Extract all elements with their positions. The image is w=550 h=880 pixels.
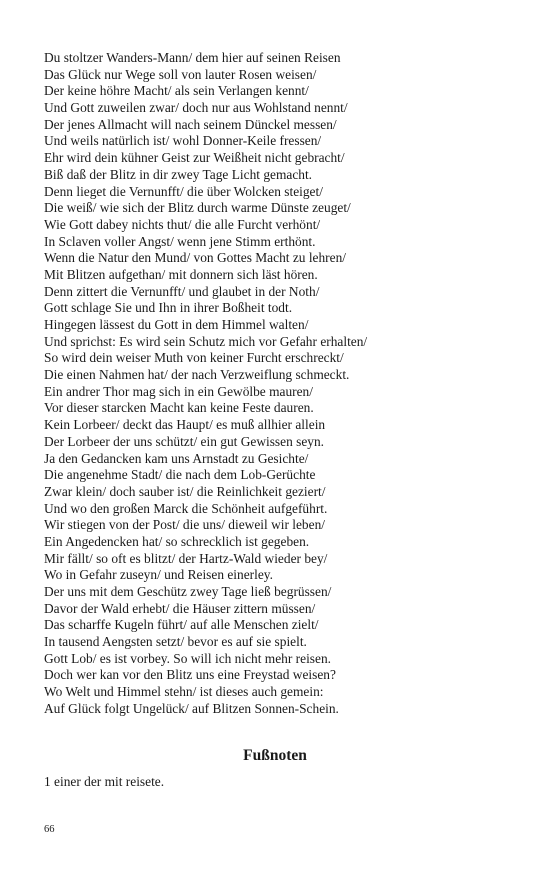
poem-line: Ja den Gedancken kam uns Arnstadt zu Gesichte/ (44, 450, 309, 466)
poem-line: Das Glück nur Wege soll von lauter Rosen weisen/ (44, 66, 317, 82)
poem-line: Ein Angedencken hat/ so schrecklich ist gegeben. (44, 533, 310, 549)
poem-line: Wir stiegen von der Post/ die uns/ dieweil wir leben/ (44, 517, 325, 533)
poem-line: Ein andrer Thor mag sich in ein Gewölbe mauren/ (44, 383, 313, 399)
poem-line: Hingegen lässest du Gott in dem Himmel walten/ (44, 317, 309, 332)
footnotes-heading: Fußnoten (243, 747, 307, 764)
poem-line: Die einen Nahmen hat/ der nach Verzweiflung schmeckt. (44, 367, 350, 383)
poem-line: Gott schlage Sie und Ihn in ihrer Boßheit todt. (44, 300, 293, 316)
poem-line: Wie Gott dabey nichts thut/ die alle Furcht verhönt/ (44, 216, 321, 232)
poem-line: Mit Blitzen aufgethan/ mit donnern sich läst hören. (44, 266, 318, 282)
poem-line: Denn zittert die Vernunfft/ und glaubet in der Noth/ (44, 283, 320, 299)
poem-line: Der jenes Allmacht will nach seinem Dünckel messen/ (44, 116, 337, 132)
poem-line: Wenn die Natur den Mund/ von Gottes Macht zu lehren/ (44, 250, 346, 266)
poem-line: In Sclaven voller Angst/ wenn jene Stimm erthönt. (44, 233, 316, 249)
poem-line: Vor dieser starcken Macht kan keine Feste dauren. (44, 400, 314, 416)
poem-line: Mir fällt/ so oft es blitzt/ der Hartz-Wald wieder bey/ (44, 550, 328, 566)
poem-line: Zwar klein/ doch sauber ist/ die Reinlichkeit geziert/ (44, 483, 326, 499)
poem-line: Wo in Gefahr zuseyn/ und Reisen einerley. (44, 567, 273, 583)
poem-line: So wird dein weiser Muth von keiner Furcht erschreckt/ (44, 350, 344, 366)
poem-line: Das scharffe Kugeln führt/ auf alle Menschen zielt/ (44, 617, 319, 633)
poem-line: Wo Welt und Himmel stehn/ ist dieses auch gemein: (44, 684, 324, 700)
poem-line: Biß daß der Blitz in dir zwey Tage Licht gemacht. (44, 166, 313, 182)
poem-line: Die weiß/ wie sich der Blitz durch warme Dünste zeuget/ (44, 200, 351, 216)
poem-line: Und wo den großen Marck die Schönheit aufgeführt. (44, 500, 328, 516)
footnotes-list (44, 773, 524, 790)
poem-line: Die angenehme Stadt/ die nach dem Lob-Gerüchte (44, 467, 316, 483)
poem-line: Und Gott zuweilen zwar/ doch nur aus Wohlstand nennt/ (44, 100, 348, 116)
poem-line: Davor der Wald erhebt/ die Häuser zittern müssen/ (44, 600, 316, 616)
footnote-item: 1 einer der mit reisete. (44, 774, 165, 789)
poem-line: Auf Glück folgt Ungelück/ auf Blitzen Sonnen-Schein. (44, 700, 339, 716)
poem-line: Gott Lob/ es ist vorbey. So will ich nicht mehr reisen. (44, 650, 331, 666)
poem-line: Ehr wird dein kühner Geist zur Weißheit nicht gebracht/ (44, 150, 345, 166)
poem-line: Kein Lorbeer/ deckt das Haupt/ es muß allhier allein (44, 417, 326, 433)
poem-line: Doch wer kan vor den Blitz uns eine Freystad weisen? (44, 667, 336, 683)
poem-text (44, 50, 524, 718)
poem-line: Der keine höhre Macht/ als sein Verlangen kennt/ (44, 83, 309, 99)
poem-line: Du stoltzer Wanders-Mann/ dem hier auf seinen Reisen (44, 50, 341, 65)
poem-line: Denn lieget die Vernunfft/ die über Wolcken steiget/ (44, 183, 323, 199)
poem-line: Der Lorbeer der uns schützt/ ein gut Gewissen seyn. (44, 433, 325, 449)
page-number: 66 (44, 824, 55, 835)
poem-line: In tausend Aengsten setzt/ bevor es auf sie spielt. (44, 634, 307, 650)
poem-line: Und weils natürlich ist/ wohl Donner-Keile fressen/ (44, 133, 322, 149)
poem-line: Und sprichst: Es wird sein Schutz mich vor Gefahr erhalten/ (44, 333, 368, 349)
poem-line: Der uns mit dem Geschütz zwey Tage ließ begrüssen/ (44, 584, 332, 599)
